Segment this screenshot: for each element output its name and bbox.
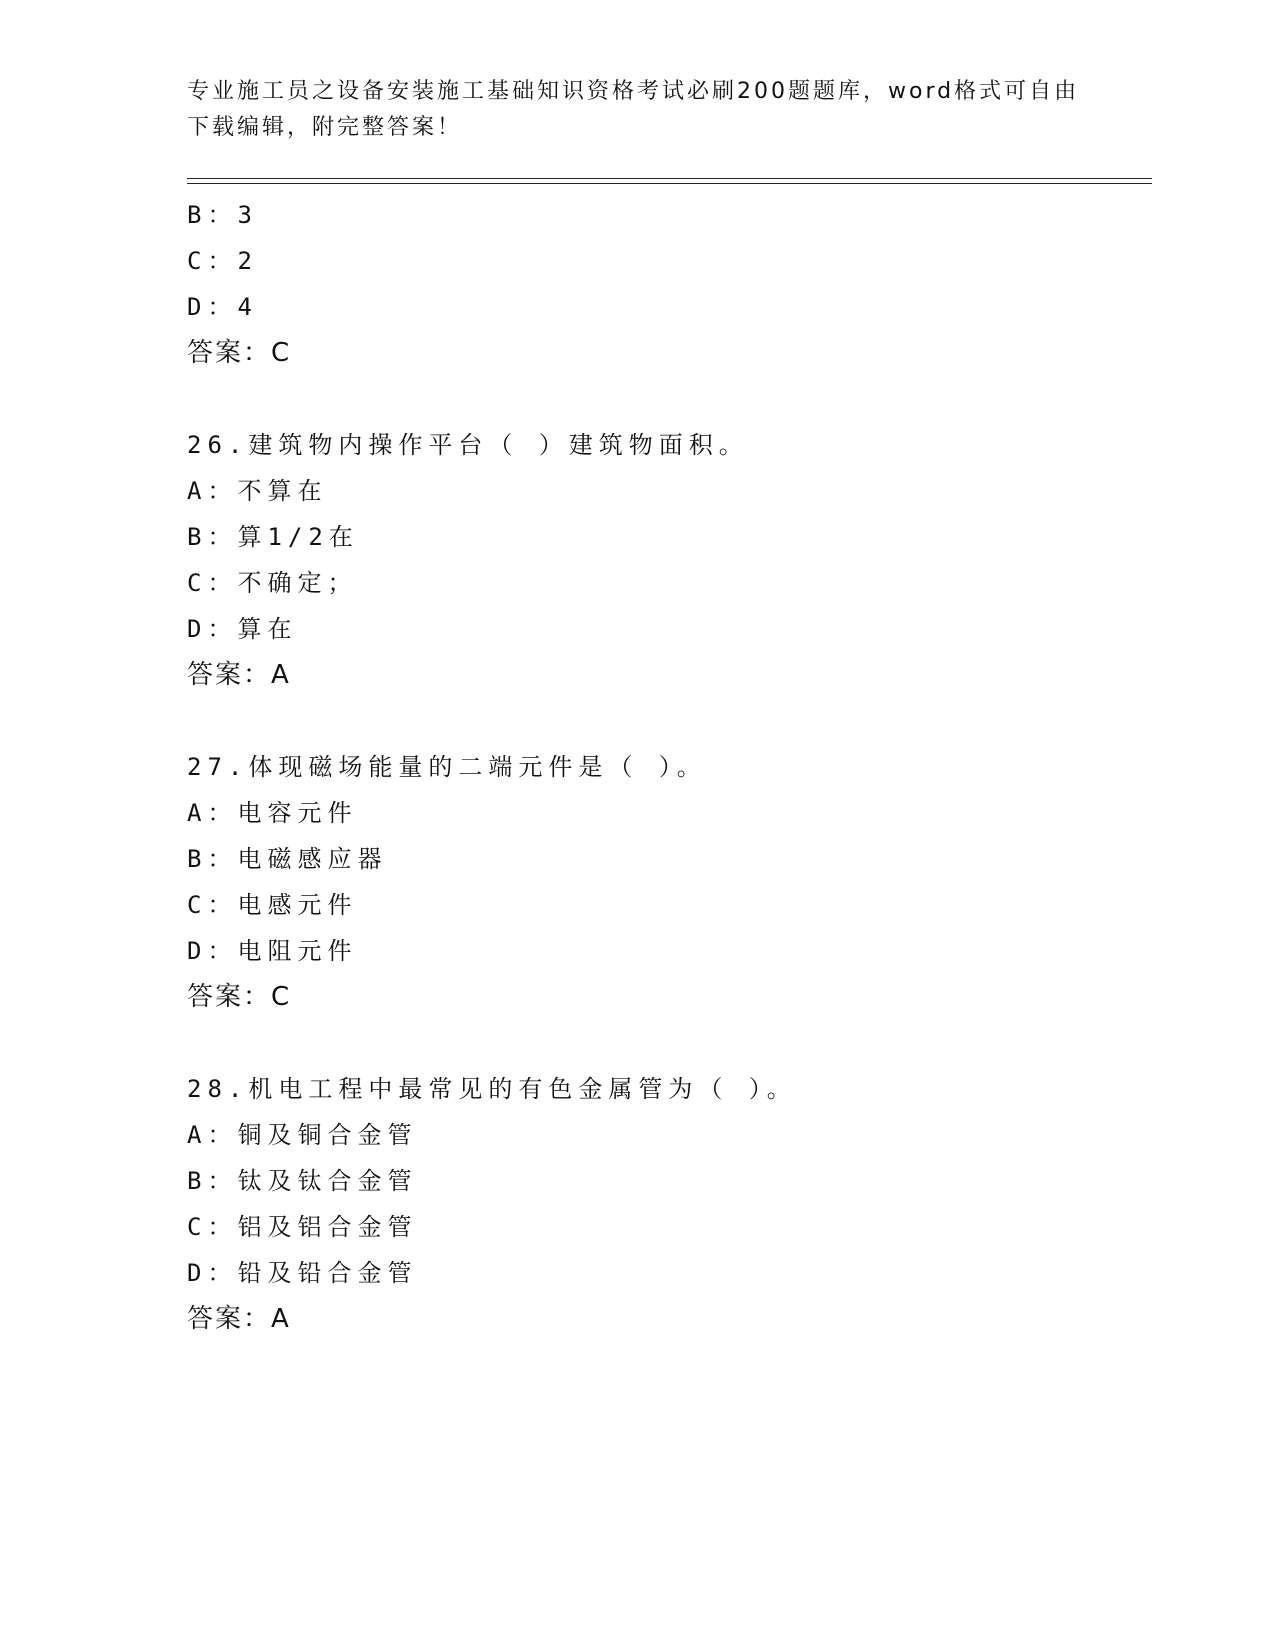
option-text: 铜及铜合金管 (237, 1121, 418, 1149)
question-block-prev (187, 192, 1152, 376)
option-label: B： (187, 201, 238, 229)
answer-line: 答案：A (187, 660, 291, 690)
option-text: 铝及铝合金管 (237, 1213, 418, 1241)
answer-line: 答案：C (187, 338, 292, 368)
question-stem: 28.机电工程中最常见的有色金属管为（ ）。 (187, 1075, 797, 1103)
option-label: C： (187, 569, 238, 597)
header-divider-bottom (187, 183, 1152, 184)
option-a (187, 1112, 1152, 1158)
option-c (187, 238, 1152, 284)
header-title-line-2: 下载编辑，附完整答案！ (187, 115, 463, 140)
document-header (187, 74, 1087, 146)
spacer (187, 376, 1152, 422)
option-c (187, 1204, 1152, 1250)
answer-line: 答案：A (187, 1304, 291, 1334)
option-label: D： (187, 1259, 238, 1287)
option-a (187, 468, 1152, 514)
option-text: 电容元件 (237, 799, 358, 827)
question-stem: 27.体现磁场能量的二端元件是（ ）。 (187, 753, 707, 781)
option-text: 3 (237, 201, 258, 229)
option-c (187, 560, 1152, 606)
option-text: 算在 (237, 615, 298, 643)
question-block-28 (187, 1066, 1152, 1342)
option-d (187, 928, 1152, 974)
option-label: C： (187, 1213, 238, 1241)
option-text: 电磁感应器 (237, 845, 388, 873)
question-block-26 (187, 422, 1152, 698)
header-divider-top (187, 178, 1152, 179)
option-text: 不确定； (237, 569, 358, 597)
option-text: 4 (237, 293, 258, 321)
option-label: B： (187, 1167, 238, 1195)
spacer (187, 1020, 1152, 1066)
option-label: A： (187, 1121, 238, 1149)
option-d (187, 1250, 1152, 1296)
option-label: B： (187, 523, 238, 551)
option-label: B： (187, 845, 238, 873)
option-b (187, 192, 1152, 238)
option-label: C： (187, 247, 238, 275)
option-a (187, 790, 1152, 836)
option-text: 电感元件 (237, 891, 358, 919)
option-text: 2 (237, 247, 258, 275)
option-label: C： (187, 891, 238, 919)
option-text: 铅及铅合金管 (237, 1259, 418, 1287)
option-label: A： (187, 477, 238, 505)
option-text: 电阻元件 (237, 937, 358, 965)
option-label: A： (187, 799, 238, 827)
question-stem: 26.建筑物内操作平台（ ）建筑物面积。 (187, 431, 749, 459)
option-text: 不算在 (237, 477, 328, 505)
option-label: D： (187, 293, 238, 321)
option-text: 钛及钛合金管 (237, 1167, 418, 1195)
option-label: D： (187, 615, 238, 643)
question-block-27 (187, 744, 1152, 1020)
question-list (187, 192, 1152, 1342)
option-d (187, 606, 1152, 652)
option-b (187, 1158, 1152, 1204)
option-text: 算1/2在 (237, 523, 359, 551)
option-d (187, 284, 1152, 330)
spacer (187, 698, 1152, 744)
header-title-line-1: 专业施工员之设备安装施工基础知识资格考试必刷200题题库，word格式可自由 (187, 79, 1080, 104)
answer-line: 答案：C (187, 982, 292, 1012)
option-b (187, 514, 1152, 560)
option-c (187, 882, 1152, 928)
option-b (187, 836, 1152, 882)
option-label: D： (187, 937, 238, 965)
